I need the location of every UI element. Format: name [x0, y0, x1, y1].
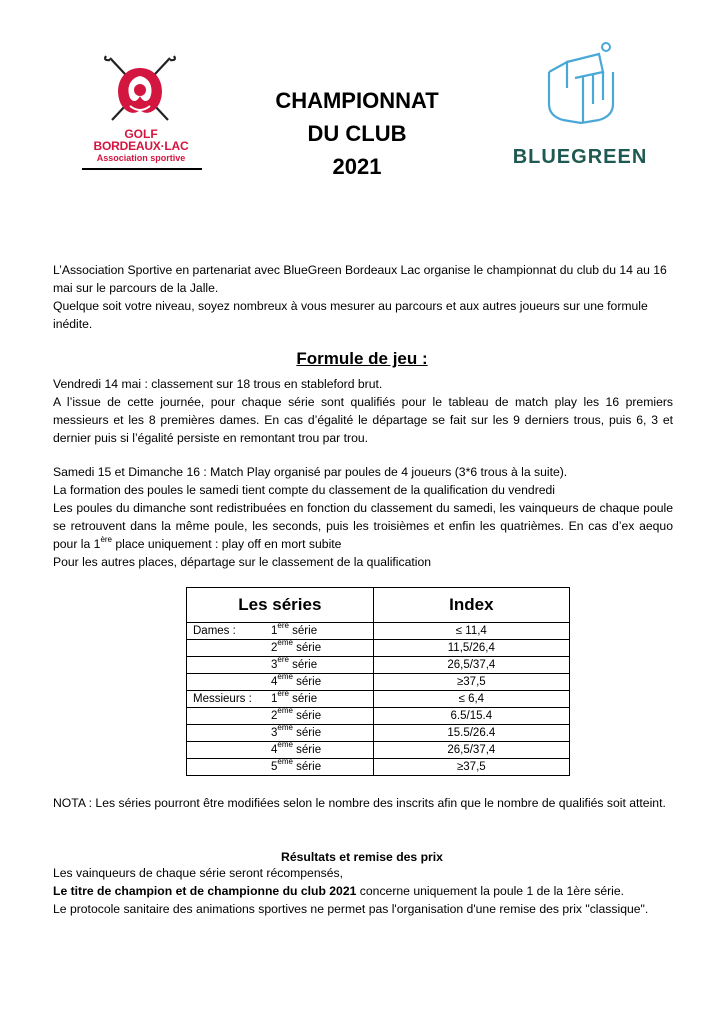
serie-number: 4: [271, 744, 278, 756]
table-row: [187, 742, 570, 759]
series-cell: [187, 708, 374, 725]
intro-line-2: Quelque soit votre niveau, soyez nombreux à vous mesurer au parcours et aux autres joueurs sur une formule inédite.: [53, 299, 648, 331]
serie-word: série: [288, 693, 318, 705]
table-row: [187, 674, 570, 691]
index-cell: 26,5/37,4: [373, 742, 569, 759]
bluegreen-logo: [505, 42, 655, 174]
category-label: Messieurs :: [193, 693, 252, 705]
serie-number: 1: [271, 625, 278, 637]
resultats-line-1: Les vainqueurs de chaque série seront récompensés,: [53, 866, 343, 880]
friday-detail: A l’issue de cette journée, pour chaque série sont qualifiés pour le tableau de match play les 16 premiers messieurs et les 8 premières dames. En cas d’égalité le départage se fait sur les 9 derniers trous, puis 6, 3 et dernier puis si l’égalité persiste en remontant trou par trou.: [53, 395, 673, 445]
index-cell: ≤ 6,4: [373, 691, 569, 708]
serie-label: [271, 742, 321, 758]
section-title-resultats: Résultats et remise des prix: [281, 850, 443, 864]
resultats-line-3: Le protocole sanitaire des animations sportives ne permet pas l'organisation d'une remise des prix "classique".: [53, 902, 649, 916]
series-cell: [187, 623, 374, 640]
serie-ordinal: ème: [277, 638, 293, 648]
table-row: [187, 623, 570, 640]
series-table-body: [187, 623, 570, 776]
table-row: [187, 657, 570, 674]
logo-text-golf: GOLF: [124, 127, 158, 141]
category-label: Dames :: [193, 625, 236, 637]
serie-number: 4: [271, 676, 278, 688]
serie-number: 3: [271, 659, 278, 671]
document-title: [230, 84, 484, 183]
logo-text-association: Association sportive: [96, 153, 186, 163]
resultats-paragraph: [53, 864, 673, 918]
section-title-formule: Formule de jeu :: [296, 349, 428, 368]
nota-paragraph: NOTA : Les séries pourront être modifiées selon le nombre des inscrits afin que le nombre de qualifiés soit atteint.: [53, 796, 666, 810]
series-cell: [187, 657, 374, 674]
serie-word: série: [292, 676, 322, 688]
serie-label: [271, 623, 317, 639]
poules-line-2-sup: ère: [100, 534, 112, 544]
poules-line-2: [53, 499, 673, 553]
series-cell: [187, 674, 374, 691]
serie-number: 2: [271, 710, 278, 722]
poules-line-1: La formation des poules le samedi tient compte du classement de la qualification du vendredi: [53, 483, 556, 497]
serie-label: [271, 657, 317, 673]
serie-word: série: [292, 744, 322, 756]
series-cell: [187, 640, 374, 657]
serie-ordinal: ème: [277, 706, 293, 716]
serie-label: [271, 725, 321, 741]
serie-word: série: [288, 625, 318, 637]
serie-ordinal: ème: [277, 723, 293, 733]
series-cell: [187, 725, 374, 742]
series-table-header: [187, 588, 570, 623]
serie-label: [271, 674, 321, 690]
serie-number: 2: [271, 642, 278, 654]
table-row: [187, 725, 570, 742]
friday-paragraph: [53, 375, 673, 447]
resultats-line-2: [53, 882, 673, 900]
serie-ordinal: ère: [277, 655, 289, 665]
friday-line: Vendredi 14 mai : classement sur 18 trous en stableford brut.: [53, 377, 383, 391]
logo-underline: [82, 168, 202, 170]
flag-on-green-logo-icon: [545, 42, 617, 124]
golf-bordeaux-lac-logo: [80, 54, 202, 170]
serie-word: série: [292, 727, 322, 739]
weekend-line: Samedi 15 et Dimanche 16 : Match Play organisé par poules de 4 joueurs (3*6 trous à la suite).: [53, 465, 568, 479]
serie-ordinal: ème: [277, 757, 293, 767]
serie-ordinal: ème: [277, 672, 293, 682]
serie-number: 1: [271, 693, 278, 705]
resultats-line-2-rest: concerne uniquement la poule 1 de la 1ère série.: [356, 884, 625, 898]
logo-text-bordeaux-lac: BORDEAUX·LAC: [93, 139, 189, 153]
intro-line-1: L’Association Sportive en partenariat avec BlueGreen Bordeaux Lac organise le championnat du club du 14 au 16 mai sur le parcours de la Jalle.: [53, 263, 667, 295]
index-cell: 11,5/26,4: [373, 640, 569, 657]
header-index: Index: [373, 588, 569, 623]
table-row: [187, 640, 570, 657]
crossed-golf-clubs-logo-icon: [100, 54, 180, 126]
serie-number: 3: [271, 727, 278, 739]
poules-line-2-text-end: place uniquement : play off en mort subite: [112, 537, 342, 551]
serie-ordinal: ère: [277, 689, 289, 699]
serie-label: [271, 640, 321, 656]
header-series: Les séries: [187, 588, 374, 623]
title-line-1: CHAMPIONNAT: [275, 88, 439, 113]
serie-number: 5: [271, 761, 278, 773]
intro-paragraph: [53, 261, 673, 333]
serie-word: série: [288, 659, 318, 671]
index-cell: 26,5/37,4: [373, 657, 569, 674]
index-cell: ≥37,5: [373, 674, 569, 691]
resultats-line-2-bold: Le titre de champion et de championne du club 2021: [53, 884, 357, 898]
series-table: [186, 587, 570, 776]
index-cell: 15.5/26.4: [373, 725, 569, 742]
weekend-paragraph: [53, 463, 673, 571]
serie-label: [271, 708, 321, 724]
serie-word: série: [292, 710, 322, 722]
logo-text-bluegreen: BLUEGREEN: [512, 146, 648, 168]
series-cell: [187, 691, 374, 708]
serie-word: série: [292, 642, 322, 654]
index-cell: ≤ 11,4: [373, 623, 569, 640]
series-cell: [187, 759, 374, 776]
table-row: [187, 708, 570, 725]
serie-ordinal: ème: [277, 740, 293, 750]
serie-word: série: [292, 761, 322, 773]
serie-label: [271, 759, 321, 775]
poules-line-3: Pour les autres places, départage sur le classement de la qualification: [53, 555, 432, 569]
title-line-2: DU CLUB: [307, 121, 407, 146]
title-line-3: 2021: [332, 154, 382, 179]
poules-line-2-text: Les poules du dimanche sont redistribuées en fonction du classement du samedi, les vainqueurs de chaque poule se retrouvent dans la même poule, les seconds, puis les troisièmes et enfin les quatrièmes. En cas d’ex aequo pour la 1: [53, 501, 673, 551]
index-cell: 6.5/15.4: [373, 708, 569, 725]
index-cell: ≥37,5: [373, 759, 569, 776]
series-cell: [187, 742, 374, 759]
serie-label: [271, 691, 317, 707]
serie-ordinal: ère: [277, 621, 289, 631]
table-row: [187, 759, 570, 776]
table-row: [187, 691, 570, 708]
